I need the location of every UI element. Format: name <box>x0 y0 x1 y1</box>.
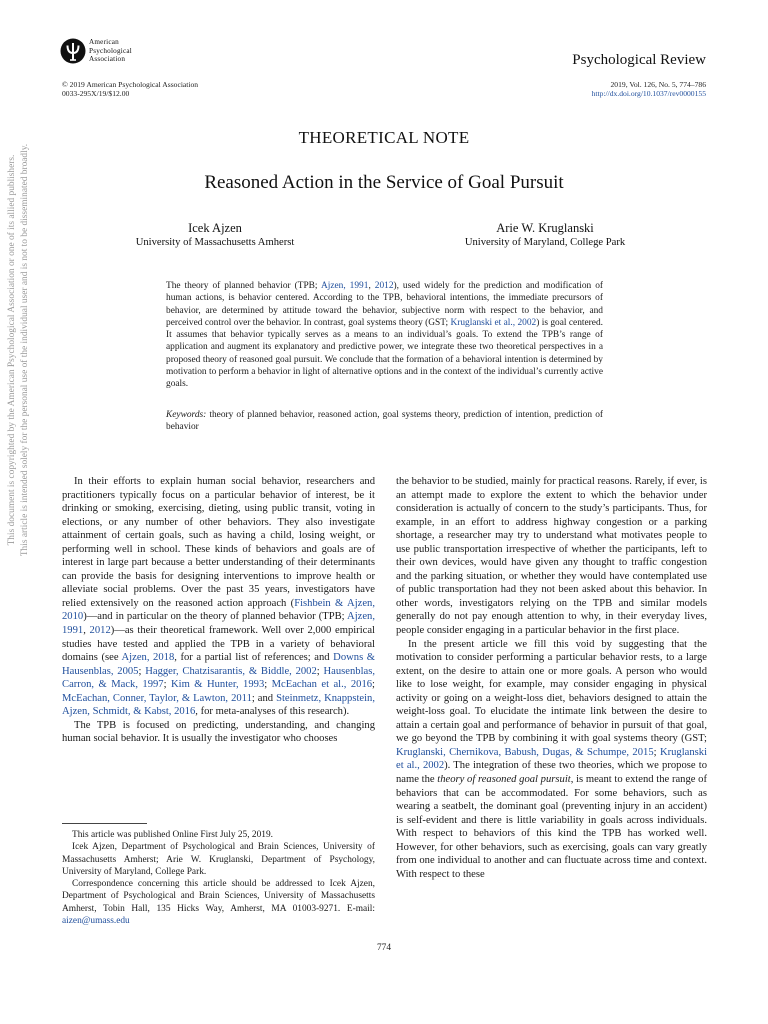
body-text: ). The integration of these two theories, which we propose to name the <box>396 760 707 786</box>
doi-link[interactable]: http://dx.doi.org/10.1037/rev0000155 <box>591 89 706 99</box>
logo-line: American <box>89 38 119 47</box>
body-text: In their efforts to explain human social behavior, researchers and practitioners typically focus on a particular behavior of interest, be it drinking or smoking, exercising, dieting, using public transit, voting in elections, or any number of other behaviors. They also investigate attainment of certain goals, such as having a child, losing weight, or performing well in school. These kinds of behaviors and goals are of interest in large part because a better understanding of their determinants can provide the basis for designing interventions to improve health or alleviate social problems. Over the past 35 years, investigators have relied extensively on the reasoned action approach ( <box>62 476 375 609</box>
author-name: Arie W. Kruglanski <box>496 221 594 235</box>
paragraph <box>62 475 375 719</box>
citation-link[interactable]: Steinmetz, Knappstein, Ajzen, Schmidt, & Kabst, 2016 <box>62 692 375 718</box>
abstract-text: ), used widely for the prediction and modification of human actions, is behavior centered. According to the TPB, behavioral intentions, the immediate precursors of behavior, are determined by attitude toward the behavior, subjective norm with respect to the behavior, and perceived control over the behavior. In contrast, goal systems theory (GST; <box>166 281 604 328</box>
copyright-watermark <box>6 90 32 610</box>
body-text: In the present article we fill this void by suggesting that the motivation to consider performing a particular behavior rests, to a large extent, on the desire to attain one or more goals. A person who would like to lose weight, for example, may consider engaging in physical activity or going on a weight-loss diet, behaviors designed to attain the weight-loss goal. To elucidate the intimate link between the desire to attain a certain goal and performance of behavior in pursuit of that goal, we go beyond the TPB by combining it with goal systems theory (GST; <box>396 638 707 745</box>
watermark-line: This document is copyrighted by the American Psychological Association or one of its allied publishers. <box>7 154 17 546</box>
keywords-text: theory of planned behavior, reasoned action, goal systems theory, prediction of intention, prediction of behavior <box>166 410 604 433</box>
citation-link[interactable]: Ajzen, 1991 <box>320 281 369 291</box>
citation-link[interactable]: Kruglanski, Chernikova, Babush, Dugas, & Schumpe, 2015 <box>396 746 654 758</box>
body-column-left <box>62 475 375 746</box>
footnote: This article was published Online First July 25, 2019. <box>72 830 274 840</box>
copyright-line: © 2019 American Psychological Association <box>62 80 199 89</box>
body-text: , for a partial list of references; and <box>174 652 334 664</box>
copyright-info <box>62 80 198 98</box>
keywords-label: Keywords: <box>166 410 207 420</box>
theory-name: theory of reasoned goal pursuit <box>437 774 571 786</box>
footnote: Icek Ajzen, Department of Psychological and Brain Sciences, University of Massachusetts Amherst; Arie W. Kruglanski, Department of Psychology, University of Maryland, College Park. <box>62 842 375 877</box>
body-text: , <box>83 625 90 637</box>
paragraph: The TPB is focused on predicting, understanding, and changing human social behavior. It is usually the investigator who chooses <box>62 719 375 745</box>
citation-link[interactable]: Downs & Hausenblas, 2005 <box>62 652 376 677</box>
apa-logo <box>60 38 132 64</box>
page-number: 774 <box>376 943 392 953</box>
issn-line: 0033-295X/19/$12.00 <box>62 89 130 99</box>
body-column-right <box>396 475 707 881</box>
citation-link[interactable]: McEachan, Conner, Taylor, & Lawton, 2011 <box>62 692 252 704</box>
volume-line: 2019, Vol. 126, No. 5, 774–786 <box>610 80 706 89</box>
citation-link[interactable]: Kim & Hunter, 1993 <box>171 679 265 691</box>
author-block <box>110 221 320 250</box>
body-text: ; <box>163 679 171 691</box>
citation-link[interactable]: Fishbein & Ajzen, 2010 <box>62 597 375 623</box>
article-title: Reasoned Action in the Service of Goal Pursuit <box>204 172 564 193</box>
footnote <box>62 878 375 927</box>
citation-link[interactable]: Ajzen, 2018 <box>121 652 175 664</box>
body-text: ; <box>264 679 272 691</box>
footnotes <box>62 829 375 927</box>
logo-wordmark <box>89 38 132 64</box>
body-text: , is meant to extend the range of behaviors that can be accommodated. For some behaviors, such as wearing a seatbelt, the dominant goal (preventing injury in an accident) is self-evident and there is little variability in goals across individuals. With respect to behaviors of this kind the TPB has worked well. However, for other behaviors, such as exercising, goals can vary greatly from one individual to another and can fluctuate across time and context. With respect to these <box>396 774 707 880</box>
body-text: , for meta-analyses of this research). <box>195 706 350 718</box>
body-text: ; <box>316 665 324 677</box>
logo-line: Association <box>89 55 126 64</box>
psi-logo-icon <box>60 38 86 64</box>
body-text: ; <box>138 665 146 677</box>
abstract-text: ) is goal centered. It assumes that behavior typically serves as a means to an individual’s goals. To extend the TPB’s range of application and augment its explanatory and predictive power, we integrate these two theoretical perspectives in a proposed theory of reasoned goal pursuit. We conclude that the formation of a behavioral intention is determined by motivation to perform a behavior in light of alternative options and in the context of the individual’s currently active goals. <box>166 317 603 389</box>
paragraph <box>396 638 707 882</box>
journal-name: Psychological Review <box>572 52 706 68</box>
author-name: Icek Ajzen <box>188 221 242 235</box>
citation-link[interactable]: 2012 <box>89 625 111 637</box>
footnote-text: Correspondence concerning this article should be addressed to Icek Ajzen, Department of Psychological and Brain Sciences, University of Massachusetts Amherst, Tobin Hall, 135 Hicks Way, Amherst, MA 01003-9271. E-mail: <box>62 879 375 914</box>
footnote-divider <box>62 823 147 824</box>
keywords <box>166 409 603 434</box>
citation-link[interactable]: Ajzen, 1991 <box>62 611 375 637</box>
abstract-text: , <box>368 281 375 291</box>
body-text: ; <box>653 746 660 758</box>
abstract <box>166 280 603 390</box>
watermark-line: This article is intended solely for the personal use of the individual user and is not to be disseminated broadly. <box>20 143 30 557</box>
abstract-text: The theory of planned behavior (TPB; <box>166 281 321 291</box>
citation-link[interactable]: McEachan et al., 2016 <box>271 679 373 691</box>
citation-link[interactable]: Hagger, Chatzisarantis, & Biddle, 2002 <box>145 665 317 677</box>
author-affiliation: University of Massachusetts Amherst <box>135 237 295 248</box>
paragraph: the behavior to be studied, mainly for practical reasons. Rarely, if ever, is an attempt made to explore the extent to which the behavior under consideration is actually of concern to the study’s participants. Thus, for example, in an effort to address highway congestion or a parking shortage, a researcher may try to understand what motivates people to use public transportation irrespective of whether the participants, left to their own devices, would have given any thought to traffic congestion and the parking situation, or whether they would have contemplated use of public transportation had they not been asked about this behavior. In other words, investigators relying on the TPB and similar models generally do not pay enough attention to why, in their everyday lives, people consider engaging in a particular behavior in the first place. <box>396 476 707 637</box>
author-affiliation: University of Maryland, College Park <box>464 237 626 248</box>
citation-link[interactable]: Hausenblas, Carron, & Mack, 1997 <box>62 665 376 691</box>
email-link[interactable]: aizen@umass.edu <box>62 916 130 927</box>
body-text: ; and <box>251 692 277 704</box>
logo-line: Psychological <box>89 46 132 55</box>
citation-link[interactable]: 2012 <box>374 281 394 291</box>
body-text: ; <box>372 679 375 691</box>
author-block <box>440 221 650 250</box>
section-label: THEORETICAL NOTE <box>298 128 470 147</box>
volume-info <box>592 80 706 98</box>
body-text: )—and in particular on the theory of planned behavior (TPB; <box>83 611 348 623</box>
body-text: )—as their theoretical framework. Well over 2,000 empirical studies have tested and applied the TPB in a variety of behavioral domains (see <box>62 625 376 664</box>
citation-link[interactable]: Kruglanski et al., 2002 <box>450 317 537 328</box>
citation-link[interactable]: Kruglanski et al., 2002 <box>396 746 708 772</box>
